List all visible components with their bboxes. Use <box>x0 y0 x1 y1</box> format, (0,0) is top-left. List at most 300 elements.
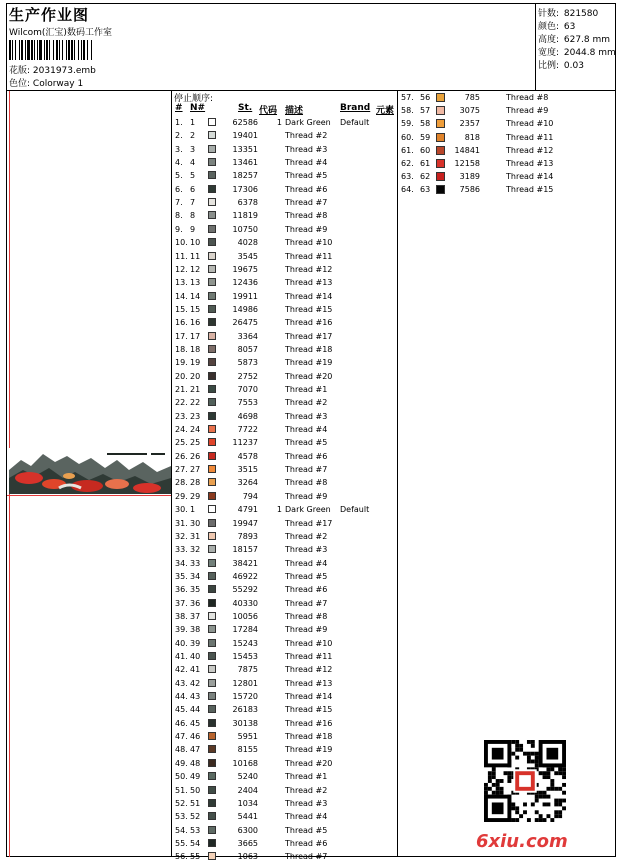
row-stitches: 10168 <box>232 758 258 768</box>
barcode-image <box>9 40 147 60</box>
row-description: Thread #5 <box>285 171 328 181</box>
color-swatch <box>208 652 216 660</box>
qr-module <box>519 775 531 787</box>
color-swatch <box>208 572 216 580</box>
row-needle: 58 <box>420 119 431 129</box>
row-needle: 20 <box>190 371 201 381</box>
row-stitches: 12158 <box>454 159 480 168</box>
thread-row <box>172 570 397 583</box>
stat-width: 宽度: 2044.8 mm <box>538 48 616 58</box>
barcode-bar <box>49 40 50 60</box>
color-swatch <box>436 146 445 155</box>
row-stitches: 19947 <box>232 518 258 528</box>
row-needle: 60 <box>420 145 431 155</box>
color-swatch <box>208 465 216 473</box>
row-description: Thread #10 <box>285 638 333 648</box>
row-description: Thread #17 <box>285 331 333 341</box>
row-seq: 43. <box>175 678 188 688</box>
color-swatch <box>208 519 216 527</box>
row-stitches: 5240 <box>237 772 258 782</box>
color-swatch <box>208 852 216 860</box>
qr-module <box>554 810 558 814</box>
row-needle: 49 <box>190 772 201 782</box>
row-stitches: 8057 <box>237 344 258 354</box>
row-description: Thread #14 <box>285 692 333 702</box>
row-stitches: 19401 <box>232 131 258 141</box>
row-description: Thread #9 <box>285 491 328 501</box>
barcode-bar <box>59 40 60 60</box>
qr-module <box>527 760 531 764</box>
row-seq: 2. <box>175 131 183 141</box>
row-seq: 6. <box>175 184 183 194</box>
color-swatch <box>208 238 216 246</box>
row-seq: 42. <box>175 665 188 675</box>
qr-module <box>515 810 519 814</box>
row-stitches: 18157 <box>232 545 258 555</box>
row-needle: 47 <box>190 745 201 755</box>
row-stitches: 3545 <box>237 251 258 261</box>
row-needle: 53 <box>190 825 201 835</box>
stat-colors: 颜色: 63 <box>538 22 576 32</box>
header-stitches: St. <box>238 103 253 113</box>
barcode-bar <box>31 40 33 60</box>
qr-module <box>511 752 515 756</box>
qr-module <box>554 799 558 803</box>
page-title: 生产作业图 <box>9 6 90 24</box>
row-stitches: 11237 <box>232 438 258 448</box>
qr-module <box>539 771 543 775</box>
qr-module <box>539 818 543 822</box>
row-seq: 48. <box>175 745 188 755</box>
row-seq: 14. <box>175 291 188 301</box>
row-seq: 54. <box>175 825 188 835</box>
color-swatch <box>208 358 216 366</box>
row-stitches: 26475 <box>232 318 258 328</box>
row-description: Thread #11 <box>285 652 333 661</box>
row-stitches: 38421 <box>232 558 258 568</box>
row-needle: 25 <box>190 438 201 448</box>
row-seq: 40. <box>175 638 188 648</box>
color-swatch <box>208 639 216 647</box>
qr-module <box>488 787 492 791</box>
row-description: Thread #19 <box>285 745 333 755</box>
row-seq: 13. <box>175 278 188 288</box>
qr-module <box>488 771 492 775</box>
row-description: Thread #16 <box>285 718 333 728</box>
color-swatch <box>208 398 216 406</box>
row-stitches: 30138 <box>232 718 258 728</box>
color-swatch <box>208 198 216 206</box>
thread-row <box>172 650 397 663</box>
thread-row <box>172 303 397 316</box>
row-description: Thread #13 <box>285 678 333 688</box>
color-swatch <box>208 185 216 193</box>
qr-module <box>500 787 504 791</box>
thread-row <box>172 143 397 156</box>
barcode-bar <box>83 40 85 60</box>
row-stitches: 7722 <box>237 425 258 435</box>
row-needle: 23 <box>190 411 201 421</box>
row-needle: 51 <box>190 798 201 808</box>
qr-module <box>550 779 554 783</box>
row-seq: 26. <box>175 451 188 461</box>
row-seq: 41. <box>175 652 188 661</box>
row-stitches: 14841 <box>454 145 480 155</box>
row-seq: 47. <box>175 732 188 742</box>
row-needle: 43 <box>190 692 201 702</box>
row-seq: 8. <box>175 211 183 221</box>
color-swatch <box>208 372 216 380</box>
qr-module <box>531 744 535 748</box>
color-swatch <box>208 826 216 834</box>
qr-module <box>515 740 519 744</box>
row-description: Thread #14 <box>506 172 554 182</box>
qr-module <box>492 802 504 814</box>
row-needle: 39 <box>190 638 201 648</box>
row-description: Thread #8 <box>285 478 328 488</box>
row-stitches: 12801 <box>232 678 258 688</box>
barcode-bar <box>56 40 58 60</box>
qr-module <box>546 787 550 791</box>
thread-row <box>172 410 397 423</box>
thread-row <box>172 290 397 303</box>
qr-module <box>558 787 562 791</box>
colorway-name: Colorway 1 <box>32 79 84 89</box>
row-description: Thread #5 <box>285 571 328 581</box>
color-swatch <box>208 452 216 460</box>
row-seq: 53. <box>175 812 188 822</box>
color-swatch <box>208 225 216 233</box>
qr-module <box>558 810 562 814</box>
row-seq: 9. <box>175 224 183 234</box>
row-needle: 12 <box>190 264 201 274</box>
qr-module <box>546 775 550 779</box>
qr-module <box>515 744 519 748</box>
qr-module <box>543 775 547 779</box>
barcode-bar <box>21 40 23 60</box>
stat-scale: 比例: 0.03 <box>538 61 584 71</box>
row-needle: 3 <box>190 144 196 154</box>
row-needle: 37 <box>190 611 201 621</box>
row-seq: 39. <box>175 625 188 635</box>
row-needle: 54 <box>190 838 201 848</box>
row-stitches: 4698 <box>237 411 258 421</box>
qr-module <box>535 810 539 814</box>
thread-row <box>172 223 397 236</box>
color-swatch <box>208 612 216 620</box>
thread-row <box>398 91 613 104</box>
thread-row <box>172 690 397 703</box>
header <box>7 4 615 91</box>
row-description: Thread #9 <box>285 625 328 635</box>
color-swatch <box>208 211 216 219</box>
thread-row <box>172 330 397 343</box>
row-seq: 20. <box>175 371 188 381</box>
row-stitches: 7875 <box>237 665 258 675</box>
color-swatch <box>208 625 216 633</box>
qr-module <box>519 748 523 752</box>
row-stitches: 18257 <box>232 171 258 181</box>
row-description: Thread #7 <box>285 465 328 475</box>
color-swatch <box>208 705 216 713</box>
row-seq: 30. <box>175 505 188 515</box>
qr-module <box>543 791 547 795</box>
row-seq: 19. <box>175 358 188 368</box>
qr-module <box>500 779 504 783</box>
color-swatch <box>208 786 216 794</box>
design-preview-panel <box>7 91 172 857</box>
row-seq: 60. <box>401 132 414 142</box>
row-stitches: 5441 <box>237 812 258 822</box>
barcode-bar <box>78 40 79 60</box>
color-swatch <box>208 318 216 326</box>
qr-module <box>535 795 539 799</box>
qr-module <box>519 744 523 748</box>
thread-row <box>172 490 397 503</box>
qr-code <box>484 740 566 822</box>
design-file-name: 2031973.emb <box>32 66 96 76</box>
row-description: Thread #18 <box>285 732 333 742</box>
qr-module <box>496 787 500 791</box>
row-description: Thread #18 <box>285 344 333 354</box>
row-description: Thread #8 <box>506 93 549 102</box>
thread-row <box>172 810 397 823</box>
thread-row <box>172 236 397 249</box>
row-stitches: 11819 <box>232 211 258 221</box>
continuation-list <box>398 91 615 857</box>
thread-row <box>398 170 613 183</box>
barcode-bar <box>19 40 20 60</box>
qr-module <box>492 783 496 787</box>
row-needle: 24 <box>190 425 201 435</box>
row-seq: 21. <box>175 385 188 394</box>
production-sheet <box>6 3 616 862</box>
qr-module <box>496 779 500 783</box>
qr-module <box>550 787 554 791</box>
thread-row <box>172 597 397 610</box>
row-description: Thread #2 <box>285 785 328 795</box>
row-seq: 55. <box>175 838 188 848</box>
color-swatch <box>208 265 216 273</box>
row-seq: 61. <box>401 145 414 155</box>
row-needle: 5 <box>190 171 196 181</box>
row-stitches: 2752 <box>237 371 258 381</box>
qr-module <box>531 752 535 756</box>
thread-row <box>172 343 397 356</box>
row-seq: 49. <box>175 758 188 768</box>
qr-module <box>484 783 488 787</box>
thread-row <box>172 356 397 369</box>
color-swatch <box>208 545 216 553</box>
row-stitches: 7070 <box>237 385 258 394</box>
landscape-embroidery-preview <box>9 448 171 494</box>
row-description: Thread #12 <box>506 145 554 155</box>
design-file-line <box>9 63 96 76</box>
row-stitches: 40330 <box>232 598 258 608</box>
color-swatch <box>208 252 216 260</box>
row-description: Thread #9 <box>285 224 328 234</box>
qr-module <box>554 771 558 775</box>
thread-row <box>172 169 397 182</box>
qr-module <box>543 795 547 799</box>
row-stitches: 4578 <box>237 451 258 461</box>
qr-module <box>562 771 566 775</box>
row-description: Thread #1 <box>285 385 328 394</box>
row-description: Thread #4 <box>285 158 328 168</box>
qr-module <box>523 802 527 806</box>
qr-module <box>535 763 539 767</box>
qr-module <box>507 779 511 783</box>
preview-horizontal-guide <box>7 495 171 496</box>
color-swatch <box>208 679 216 687</box>
row-stitches: 6378 <box>237 198 258 208</box>
barcode-bar <box>87 40 88 60</box>
row-brand: Default <box>340 118 370 127</box>
thread-row <box>398 117 613 130</box>
color-swatch <box>436 93 445 102</box>
color-swatch <box>208 719 216 727</box>
row-needle: 48 <box>190 758 201 768</box>
thread-row <box>172 850 397 863</box>
row-stitches: 3515 <box>237 465 258 475</box>
qr-module <box>484 787 488 791</box>
row-seq: 59. <box>401 119 414 129</box>
header-info <box>7 4 536 90</box>
row-needle: 32 <box>190 545 201 555</box>
row-stitches: 12436 <box>232 278 258 288</box>
row-seq: 63. <box>401 172 414 182</box>
stat-stitches: 针数: 821580 <box>538 9 599 19</box>
row-needle: 62 <box>420 172 431 182</box>
color-swatch <box>436 172 445 181</box>
row-description: Thread #2 <box>285 131 328 141</box>
qr-module <box>515 818 519 822</box>
thread-row <box>172 717 397 730</box>
qr-module <box>527 752 531 756</box>
thread-row <box>172 276 397 289</box>
row-description: Thread #5 <box>285 438 328 448</box>
row-description: Dark Green <box>285 505 331 515</box>
qr-module <box>546 748 558 760</box>
qr-module <box>527 818 531 822</box>
row-needle: 16 <box>190 318 201 328</box>
row-stitches: 4028 <box>237 238 258 248</box>
stat-height: 高度: 627.8 mm <box>538 35 611 45</box>
row-seq: 12. <box>175 264 188 274</box>
qr-module <box>554 802 558 806</box>
row-needle: 57 <box>420 106 431 116</box>
row-seq: 17. <box>175 331 188 341</box>
design-file-label: 花版: <box>9 66 31 76</box>
header-code: 代码 <box>259 106 278 116</box>
qr-module <box>535 752 539 756</box>
color-swatch <box>208 559 216 567</box>
qr-module <box>558 802 562 806</box>
qr-module <box>527 740 531 744</box>
row-seq: 51. <box>175 785 188 795</box>
row-seq: 4. <box>175 158 183 168</box>
row-description: Thread #20 <box>285 758 333 768</box>
qr-module <box>550 783 554 787</box>
qr-module <box>543 818 547 822</box>
row-needle: 27 <box>190 465 201 475</box>
qr-module <box>546 802 550 806</box>
row-stitches: 19675 <box>232 264 258 274</box>
thread-row <box>172 129 397 142</box>
colorway-line <box>9 76 83 89</box>
row-stitches: 14986 <box>232 304 258 314</box>
qr-module <box>535 818 539 822</box>
row-needle: 40 <box>190 652 201 661</box>
color-swatch <box>208 692 216 700</box>
row-seq: 38. <box>175 611 188 621</box>
row-needle: 42 <box>190 678 201 688</box>
thread-row <box>172 837 397 850</box>
thread-row <box>172 396 397 409</box>
qr-module <box>558 771 562 775</box>
qr-module <box>562 791 566 795</box>
row-needle: 36 <box>190 598 201 608</box>
row-seq: 15. <box>175 304 188 314</box>
row-description: Thread #14 <box>285 291 333 301</box>
qr-module <box>562 767 566 771</box>
barcode-bar <box>62 40 63 60</box>
qr-module <box>550 818 554 822</box>
thread-row <box>172 770 397 783</box>
row-stitches: 7893 <box>237 531 258 541</box>
row-seq: 37. <box>175 598 188 608</box>
row-stitches: 62586 <box>232 118 258 127</box>
qr-module <box>543 771 547 775</box>
row-seq: 34. <box>175 558 188 568</box>
row-stitches: 13461 <box>232 158 258 168</box>
color-swatch <box>208 385 216 393</box>
color-swatch <box>208 478 216 486</box>
row-description: Thread #15 <box>285 705 333 715</box>
row-seq: 62. <box>401 159 414 168</box>
qr-module <box>531 802 535 806</box>
thread-row <box>172 784 397 797</box>
row-stitches: 10056 <box>232 611 258 621</box>
watermark-logo: 6xiu.com <box>476 831 568 852</box>
row-needle: 33 <box>190 558 201 568</box>
row-seq: 24. <box>175 425 188 435</box>
row-needle: 38 <box>190 625 201 635</box>
qr-module <box>492 767 496 771</box>
header-brand: Brand <box>340 103 371 113</box>
qr-module <box>492 775 496 779</box>
thread-row <box>172 183 397 196</box>
qr-module <box>539 814 543 818</box>
barcode-bar <box>34 40 35 60</box>
row-code: 1 <box>276 118 282 127</box>
qr-module <box>523 810 527 814</box>
barcode-bar <box>46 40 48 60</box>
row-description: Thread #3 <box>285 144 328 154</box>
row-needle: 4 <box>190 158 196 168</box>
color-swatch <box>208 425 216 433</box>
row-stitches: 55292 <box>232 585 258 595</box>
row-stitches: 8155 <box>237 745 258 755</box>
row-stitches: 3189 <box>459 172 480 182</box>
row-stitches: 1034 <box>237 798 258 808</box>
row-stitches: 26183 <box>232 705 258 715</box>
thread-row <box>172 209 397 222</box>
row-seq: 50. <box>175 772 188 782</box>
color-swatch <box>436 119 445 128</box>
header-element: 元素 <box>376 106 395 116</box>
row-stitches: 7553 <box>237 398 258 408</box>
